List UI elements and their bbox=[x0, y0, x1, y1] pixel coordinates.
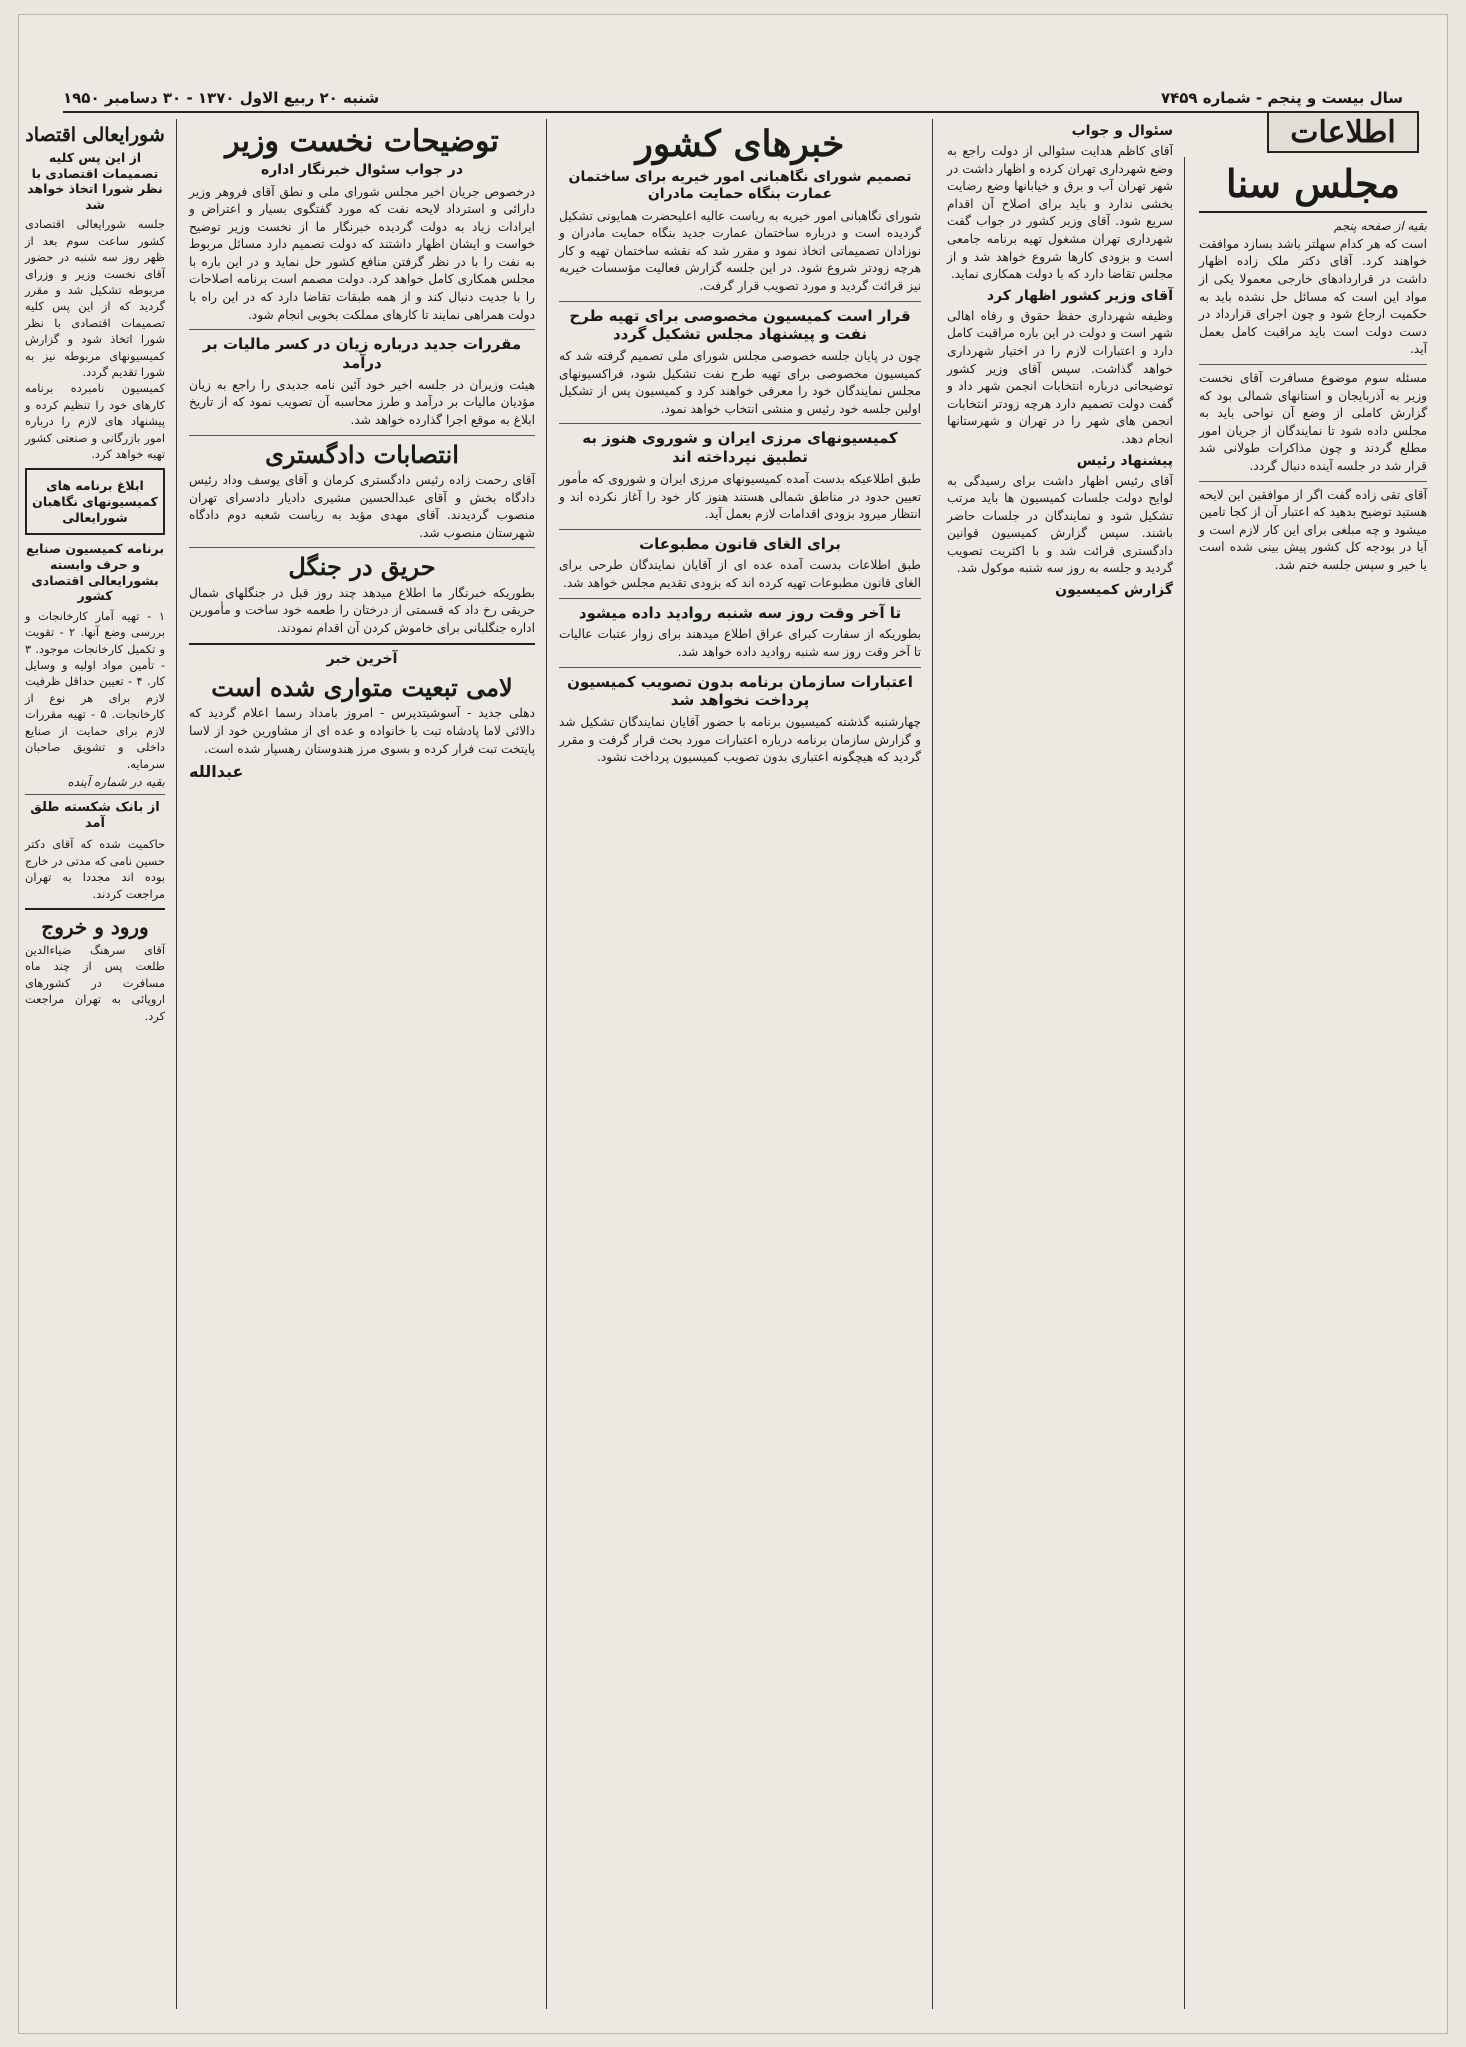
interior-minister-body: وظیفه شهرداری حفظ حقوق و رفاه اهالی شهر است و دولت در این باره مراقبت کامل دارد و اعتبارات لازم را در اختیار شهرداری خواهد گذاشت. سپس آقای وزیر کشور توضیحاتی درباره انتخابات انجمن شهر داد و گفت دولت تصمیم دارد هرچه زودتر انتخابات انجمن های شهر را در تهران و شهرستانها انجام دهد. bbox=[947, 308, 1173, 446]
border-commission-headline: کمیسیونهای مرزی ایران و شوروی هنوز به تطبیق نپرداخته اند bbox=[582, 429, 898, 467]
prime-minister-subhead: در جواب سئوال خبرنگار اداره bbox=[260, 162, 463, 178]
divider bbox=[559, 598, 921, 599]
industry-program-body: ۱ - تهیه آمار کارخانجات و بررسی وضع آنها. ۲ - تقویت و تکمیل کارخانجات موجود. ۳ - تأمین مواد اولیه و وسایل کار. ۴ - تعیین حداقل ظرفیت لازم برای هر نوع از کارخانجات. ۵ - تهیه مقررات لازم برای حمایت از صنایع داخلی و تشویق صاحبان سرمایه. bbox=[25, 608, 165, 771]
continued-next-note: بقیه در شماره آینده bbox=[67, 774, 165, 789]
press-law-body: طبق اطلاعات بدست آمده عده ای از آقایان نمایندگان طرحی برای الغای قانون مطبوعات تهیه کرده اند که بزودی تقدیم مجلس خواهد شد. bbox=[559, 558, 921, 591]
oil-commission-headline: قرار است کمیسیون مخصوصی برای تهیه طرح نفت و پیشنهاد مجلس تشکیل گردد bbox=[569, 306, 911, 344]
prime-minister-body: درخصوص جریان اخیر مجلس شورای ملی و نطق آقای فروهر وزیر دارائی و استرداد لایحه نفت که مورد گفتگوی بسیار و اعتراض و ایرادات زیاد به دولت گردیده خبرنگار ما از نخست وزیر توضیح خواست و ایشان اظهار داشتند که دولت تصمیم دارد مسائل مربوط به نفت را با در نظر گرفتن منافع کشور حل نماید و در این باره با مجلس همکاری کامل خواهد کرد. دولت مصمم است برنامه اصلاحات را با جدیت دنبال کند و از همه طبقات تقاضا دارد که در این راه با دولت همراهی نمایند تا کارهای مملکت بخوبی انجام شود. bbox=[189, 184, 535, 322]
charity-subhead: تصمیم شورای نگاهبانی امور خیریه برای ساختمان عمارت بنگاه حمایت مادران bbox=[568, 168, 912, 203]
industry-program-subhead: برنامه کمیسیون صنایع و حرف وابسته بشورایعالی اقتصادی کشور bbox=[25, 541, 165, 604]
senate-headline: مجلس سنا bbox=[1225, 161, 1401, 206]
senate-body-bottom: آقای تقی زاده گفت اگر از موافقین این لایحه هستید توضیح بدهید که اعتبار آن از کجا تامین میشود و چه مبلغی برای این کار لازم است و آیا در بودجه کل کشور پیش بینی شده است یا خیر و سپس جلسه ختم شد. bbox=[1199, 487, 1427, 572]
column-rule bbox=[1184, 157, 1185, 2009]
economic-council-headline: شورایعالی اقتصاد bbox=[25, 124, 165, 146]
author-signature: عبدالله bbox=[189, 762, 244, 782]
prime-minister-headline: توضیحات نخست وزیر bbox=[225, 124, 499, 159]
divider bbox=[559, 667, 921, 668]
tibet-headline: لامی تبعیت متواری شده است bbox=[211, 672, 513, 702]
column-rule bbox=[176, 119, 177, 2009]
divider bbox=[189, 435, 535, 436]
program-box bbox=[25, 468, 165, 535]
column-country-news bbox=[553, 119, 927, 2009]
arrivals-headline: ورود و خروج bbox=[41, 915, 149, 940]
divider bbox=[559, 423, 921, 424]
plan-credits-headline: اعتبارات سازمان برنامه بدون تصویب کمیسیون پرداخت نخواهد شد bbox=[567, 672, 913, 710]
column-prime-minister bbox=[183, 119, 541, 2009]
column-rule bbox=[932, 119, 933, 2009]
oil-commission-body: چون در پایان جلسه خصوصی مجلس شورای ملی تصمیم گرفته شد که کمیسیون مخصوصی برای تهیه طرح نفت تشکیل شود، فراکسیونهای مجلس نمایندگان خود را معرفی خواهند کرد و کمیسیون پس از تشکیل اولین جلسه خود رئیس و منشی انتخاب خواهد نمود. bbox=[559, 349, 921, 416]
column-senate-cont bbox=[941, 119, 1179, 2009]
commission-report-subhead: گزارش کمیسیون bbox=[1055, 582, 1173, 599]
press-law-headline: برای الغای قانون مطبوعات bbox=[639, 534, 841, 553]
divider bbox=[559, 301, 921, 302]
column-rule bbox=[546, 119, 547, 2009]
tax-rules-body: هیئت وزیران در جلسه اخیر خود آئین نامه جدیدی را راجع به زیان مؤدیان مالیات بر درآمد و طرز محاسبه آن تصویب نمود که از تاریخ ابلاغ به موقع اجرا گذارده خواهد شد. bbox=[189, 377, 535, 427]
tax-rules-headline: مقررات جدید درباره زیان در کسر مالیات بر درآمد bbox=[202, 335, 522, 372]
country-news-headline: خبرهای کشور bbox=[635, 123, 845, 165]
arrivals-body: آقای سرهنگ ضیاءالدین طلعت پس از چند ماه مسافرت در کشورهای اروپائی به تهران مراجعت کرد. bbox=[25, 943, 165, 1023]
plan-credits-body: چهارشنبه گذشته کمیسیون برنامه با حضور آقایان نمایندگان تشکیل شد و گزارش سازمان برنامه درباره اعتبارات مورد بحث قرار گرفت و مقرر گردید که هیچگونه اعتباری بدون تصویب کمیسیون پرداخت نشود. bbox=[559, 715, 921, 765]
tibet-body: دهلی جدید - آسوشیتدپرس - امروز بامداد رسما اعلام گردید که دالائی لاما پادشاه تبت با خانواده و عده ای از مشاورین خود از لاسا پایتخت تبت فرار کرده و بسوی مرز هندوستان رهسپار شده است. bbox=[189, 706, 535, 756]
border-commission-body: طبق اطلاعیکه بدست آمده کمیسیونهای مرزی ایران و شوروی که مأمور تعیین حدود در مناطق شمالی هستند هنوز کار خود را آغاز نکرده اند و انتظار میرود بزودی اقدامات لازم بعمل آید. bbox=[559, 471, 921, 522]
issue-date: شنبه ۲۰ ربیع الاول ۱۳۷۰ - ۳۰ دسامبر ۱۹۵۰ bbox=[63, 89, 380, 107]
divider bbox=[25, 908, 165, 910]
president-proposal-body: آقای رئیس اظهار داشت برای رسیدگی به لوایح دولت جلسات کمیسیون ها باید مرتب تشکیل شود و نمایندگان در جلسات حاضر باشند. سپس گزارش کمیسیون قوانین دادگستری قرائت شد و با اکثریت تصویب گردید و جلسه به روز سه شنبه موکول شد. bbox=[947, 473, 1173, 576]
qa-body: آقای کاظم هدایت سئوالی از دولت راجع به وضع شهرداری تهران کرده و اظهار داشت در شهر تهران آب و برق و خیابانها وضع رضایت بخشی ندارد و باید برای اصلاح آن اقدام سریع شود. آقای وزیر کشور در جواب گفت شهرداری تهران مشغول تهیه برنامه جامعی است و بزودی کارها شروع خواهد شد و از مجلس تقاضا دارد که با دولت همکاری نماید. bbox=[947, 144, 1173, 282]
senate-body-top: است که هر کدام سهلتر باشد بسازد موافقت خواهند کرد. آقای دکتر ملک زاده اظهار داشت در قراردادهای خارجی معمولا یکی از مواد این است که مسائل حل نشده باید به حکمیت ارجاع شود و چون اجرای قرارداد در دست دولت است باید مراقبت کامل بعمل آید. bbox=[1199, 236, 1427, 357]
divider bbox=[189, 329, 535, 330]
forest-fire-headline: حریق در جنگل bbox=[288, 552, 436, 582]
visa-body: بطوریکه از سفارت کبرای عراق اطلاع میدهند برای زوار عتبات عالیات تا آخر وقت روز سه شنبه رواديد داده خواهد شد. bbox=[559, 627, 921, 659]
column-senate bbox=[1193, 157, 1433, 2009]
program-box-headline: ابلاغ برنامه های کمیسیونهای نگاهبان شورایعالی bbox=[32, 478, 158, 525]
issue-number: سال بیست و پنجم - شماره ۷۴۵۹ bbox=[1160, 89, 1403, 107]
bank-body: حاکمیت شده که آقای دکتر حسین نامی که مدتی در خارج بوده اند مجددا به تهران مراجعت کردند. bbox=[25, 837, 165, 901]
divider bbox=[25, 794, 165, 795]
president-proposal-subhead: پیشنهاد رئیس bbox=[1076, 452, 1173, 469]
economic-council-body: جلسه شورایعالی اقتصادی کشور ساعت سوم بعد از ظهر روز سه شنبه در حضور آقای نخست وزیر و وزرای مربوطه تشکیل شد و مقرر گردید که از این پس کلیه تصمیمات اقتصادی با نظر شورا اتخاذ شود و گزارش کمیسیونهای مربوطه نیز به شورا تقدیم گردد. bbox=[25, 217, 165, 380]
senate-body-mid: مسئله سوم موضوع مسافرت آقای نخست وزیر به آذربایجان و استانهای شمالی بود که گزارش کاملی از وضع آن نواحی باید به مجلس داده شود تا نمایندگان از جریان امور مطلع گردند و چون مذاکرات طولانی شد قرار شد در جلسه آینده دنبال گردد. bbox=[1199, 370, 1427, 473]
masthead-logo: اطلاعات bbox=[1267, 111, 1419, 153]
column-economic-council bbox=[19, 119, 171, 2009]
divider bbox=[1199, 211, 1427, 213]
qa-subhead: سئوال و جواب bbox=[1071, 123, 1173, 139]
economic-council-subhead: از این پس کلیه تصمیمات اقتصادی با نظر شورا اتخاذ خواهد شد bbox=[27, 149, 163, 212]
divider bbox=[189, 643, 535, 645]
justice-appointments-headline: انتصابات دادگستری bbox=[265, 439, 459, 469]
bank-headline: از بانک شکسته طلق آمد bbox=[30, 799, 160, 832]
interior-minister-subhead: آقای وزیر کشور اظهار کرد bbox=[986, 287, 1173, 304]
economic-council-body-2: کمیسیون نامبرده برنامه کارهای خود را تنظیم کرده و پیشنهاد های لازم را درباره امور بازرگانی و صنعتی کشور تهیه خواهد کرد. bbox=[25, 381, 165, 462]
justice-appointments-body: آقای رحمت زاده رئیس دادگستری کرمان و آقای یوسف وداد رئیس دادگاه بخش و آقای عبدالحسین مشیری دادیار دادسرای تهران منصوب گردیدند. آقای مهدی مؤید به ریاست شعبه دوم دادگاه شهرستان منصوب شد. bbox=[189, 472, 535, 540]
divider bbox=[1199, 481, 1427, 482]
forest-fire-body: بطوریکه خبرنگار ما اطلاع میدهد چند روز قبل در جنگلهای شمال حریقی رخ داد که قسمتی از درختان را طعمه خود ساخت و مأمورین اداره جنگلبانی برای خاموش کردن آن اقدام نمودند. bbox=[189, 585, 535, 635]
divider bbox=[189, 547, 535, 548]
latest-news-label: آخرین خبر bbox=[326, 651, 398, 668]
divider bbox=[559, 529, 921, 530]
continuation-note: بقیه از صفحه پنجم bbox=[1333, 218, 1427, 233]
dateline bbox=[63, 85, 1403, 113]
charity-body: شورای نگاهبانی امور خیریه به ریاست عالیه اعلیحضرت همایونی تشکیل گردیده است و درباره ساختمان عمارت جدید بنگاه حمایت مادران و نوزادان تصمیماتی اتخاذ نمود و مقرر شد که نقشه ساختمان تهیه و کار هرچه زودتر شروع شود. در این جلسه گزارش فعالیت مؤسسات خیریه نیز قرائت گردید و مورد تصویب قرار گرفت. bbox=[559, 208, 921, 293]
newspaper-page bbox=[18, 14, 1448, 2034]
divider bbox=[1199, 364, 1427, 365]
visa-headline: تا آخر وقت روز سه شنبه رواديد داده میشود bbox=[578, 603, 902, 622]
